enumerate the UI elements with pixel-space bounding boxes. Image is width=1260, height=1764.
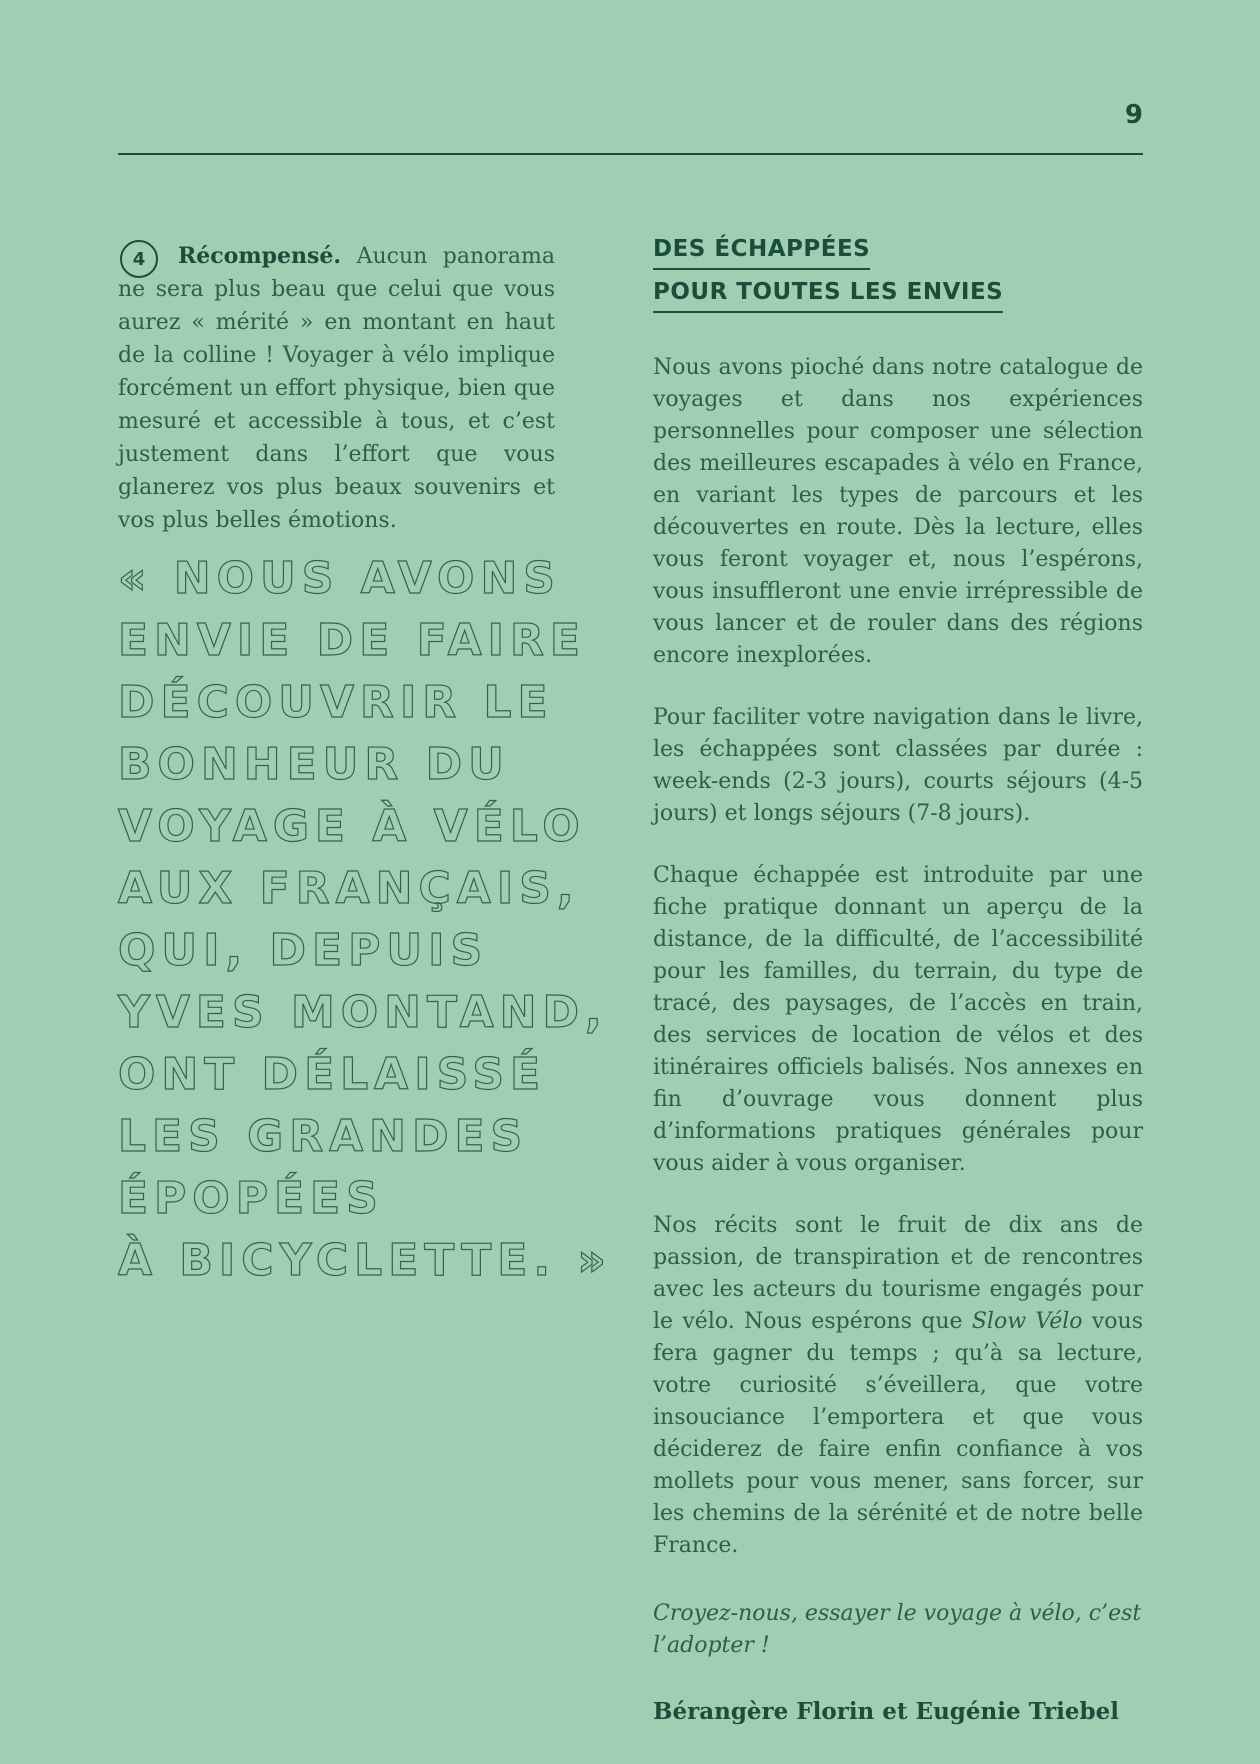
quote-line: ENVIE DE FAIRE: [118, 615, 586, 666]
paragraph-recits-before: Nos récits sont le fruit de dix ans de passion, de transpiration et de rencontres avec les acteurs du tourisme engagés pour le vélo. Nous espérons que: [653, 1213, 1143, 1334]
quote-line: DÉCOUVRIR LE: [118, 677, 554, 728]
page-number: 9: [1124, 100, 1143, 130]
paragraph-navigation: Pour faciliter votre navigation dans le livre, les échappées sont classées par durée : week-ends (2-3 jours), courts séjours (4-5 jours) et longs séjours (7-8 jours).: [653, 705, 1143, 826]
section-heading-line-1: DES ÉCHAPPÉES: [653, 238, 870, 270]
quote-line: VOYAGE À VÉLO: [118, 801, 586, 852]
left-column: [118, 240, 612, 1286]
paragraph-recits: [653, 1210, 1143, 1562]
intro-paragraph: [118, 240, 555, 537]
paragraph-catalogue: Nous avons pioché dans notre catalogue de voyages et dans nos expériences personnelles pour composer une sélection des meilleures escapades à vélo en France, en variant les types de parcours et les découvertes en route. Dès la lecture, elles vous feront voyager et, nous l’espérons, vous insuffleront une envie irrépressible de vous lancer et de rouler dans des régions encore inexplorées.: [653, 355, 1143, 668]
paragraph-fiche-pratique: Chaque échappée est introduite par une fiche pratique donnant un aperçu de la distance, de la difficulté, de l’accessibilité pour les familles, du terrain, du type de tracé, des paysages, de l’accès en train, des services de location de vélos et des itinéraires officiels balisés. Nos annexes en fin d’ouvrage vous donnent plus d’informations pratiques générales pour vous aider à vous organiser.: [653, 863, 1143, 1176]
quote-line: YVES MONTAND,: [118, 987, 608, 1038]
header-rule: [118, 153, 1143, 155]
numbered-badge: [120, 240, 158, 278]
quote-line: ONT DÉLAISSÉ: [118, 1049, 547, 1100]
intro-lead: Récompensé.: [178, 243, 342, 269]
quote-line: BONHEUR DU: [118, 739, 510, 790]
paragraph-recits-after: vous fera gagner du temps ; qu’à sa lecture, votre curiosité s’éveillera, que votre insouciance l’emportera et que vous déciderez de faire enfin confiance à vos mollets pour vous mener, sans forcer, sur les chemins de la sérénité et de notre belle France.: [653, 1309, 1143, 1558]
authors-signature: Bérangère Florin et Eugénie Triebel: [653, 1698, 1119, 1725]
section-heading: [653, 238, 1143, 324]
book-title-italic: Slow Vélo: [971, 1309, 1083, 1334]
closing-line: Croyez-nous, essayer le voyage à vélo, c’est l’adopter !: [653, 1601, 1142, 1658]
quote-line: « NOUS AVONS: [118, 553, 561, 604]
right-column: [653, 238, 1143, 1728]
intro-text: Aucun panorama ne sera plus beau que celui que vous aurez « mérité » en montant en haut de la colline ! Voyager à vélo implique forcément un effort physique, bien que mesuré et accessible à tous, et c’est justement dans l’effort que vous glanerez vos plus beaux souvenirs et vos plus belles émotions.: [118, 244, 556, 533]
quote-line: AUX FRANÇAIS,: [118, 863, 580, 914]
section-heading-line-2: POUR TOUTES LES ENVIES: [653, 281, 1003, 313]
quote-line: LES GRANDES: [118, 1111, 529, 1162]
quote-line: QUI, DEPUIS: [118, 925, 489, 976]
badge-number: 4: [132, 248, 146, 270]
quote-line: À BICYCLETTE. »: [118, 1235, 612, 1286]
pull-quote: [118, 548, 638, 1292]
quote-line: ÉPOPÉES: [118, 1173, 384, 1224]
